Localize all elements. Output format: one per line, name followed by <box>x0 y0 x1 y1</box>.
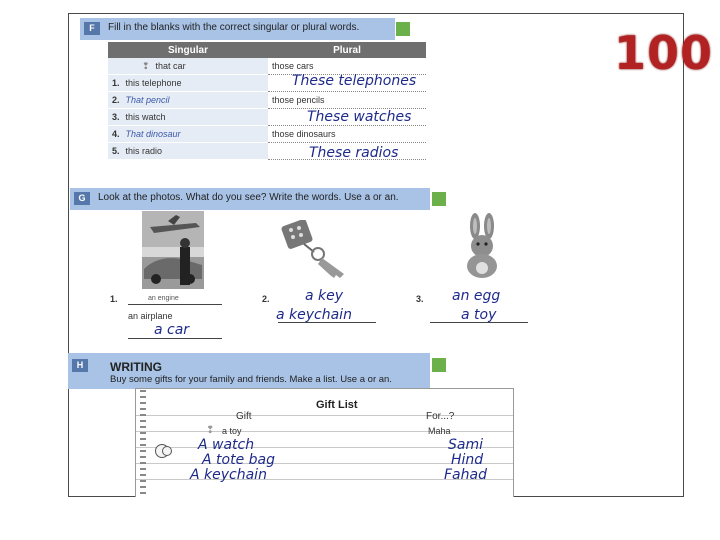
item-1-underline <box>128 304 222 305</box>
recipient-3: Fahad <box>444 467 487 483</box>
answer-key: a key <box>305 288 344 304</box>
answer-car: a car <box>154 322 190 338</box>
row-singular: this radio <box>125 146 163 156</box>
col-gift: Gift <box>236 411 252 422</box>
answer-keychain: a keychain <box>276 307 352 323</box>
example-pin-icon: ❢ <box>206 425 215 436</box>
gift-2: A tote bag <box>202 452 275 468</box>
row-singular: That pencil <box>125 95 170 105</box>
photo-toy-bunny <box>455 212 511 280</box>
col-plural: Plural <box>268 42 426 58</box>
row-plural: those dinosaurs <box>268 126 426 143</box>
row-plural: those pencils <box>268 92 426 109</box>
section-f-banner <box>80 18 395 40</box>
recipient-2: Hind <box>451 452 484 468</box>
section-f-marker <box>396 22 410 36</box>
example-gift: a toy <box>222 426 242 436</box>
row-number: 3. <box>112 112 120 122</box>
photo-airplane-car <box>142 211 204 289</box>
answer-watches: These watches <box>307 109 412 125</box>
row-number: 5. <box>112 146 120 156</box>
row-singular: this watch <box>125 112 166 122</box>
section-f-badge: F <box>84 22 100 35</box>
example-plural: those cars <box>268 58 426 75</box>
example-pin-icon: ❢ <box>142 60 150 71</box>
answer-toy: a toy <box>461 307 497 323</box>
item-1-line1: an engine <box>148 295 179 302</box>
section-h-title: WRITING <box>110 360 162 374</box>
section-g-badge: G <box>74 192 90 205</box>
section-h-marker <box>432 358 446 372</box>
table-row <box>108 92 426 109</box>
recipient-1: Sami <box>448 437 483 453</box>
gift-list-title: Gift List <box>316 399 358 411</box>
row-number: 1. <box>112 78 120 88</box>
section-g-banner <box>70 188 430 210</box>
item-2-number: 2. <box>262 294 270 304</box>
answer-radios: These radios <box>309 145 399 161</box>
item-1-line2: an airplane <box>128 311 173 321</box>
answer-egg: an egg <box>452 288 501 304</box>
example-for: Maha <box>428 426 451 436</box>
row-singular: this telephone <box>125 78 182 88</box>
score: 100 <box>614 26 714 80</box>
col-for: For...? <box>426 411 455 422</box>
section-f-instruction: Fill in the blanks with the correct singular or plural words. <box>108 22 360 33</box>
singular-plural-table <box>108 42 426 160</box>
row-number: 2. <box>112 95 120 105</box>
item-3-number: 3. <box>416 294 424 304</box>
answer-telephones: These telephones <box>292 73 417 89</box>
gift-1: A watch <box>198 437 255 453</box>
table-row <box>108 126 426 143</box>
notebook-hole-icon <box>162 446 172 456</box>
item-2-underline <box>278 322 376 323</box>
item-1-number: 1. <box>110 294 118 304</box>
section-g-instruction: Look at the photos. What do you see? Write the words. Use a or an. <box>98 192 399 203</box>
col-singular: Singular <box>108 42 268 58</box>
photo-keychain <box>278 220 350 282</box>
item-3-underline <box>430 322 528 323</box>
section-g-marker <box>432 192 446 206</box>
section-h-instruction: Buy some gifts for your family and friends. Make a list. Use a or an. <box>110 374 392 385</box>
example-singular: that car <box>155 60 186 71</box>
item-1-underline-2 <box>128 338 222 339</box>
section-h-badge: H <box>72 359 88 372</box>
notebook-spiral <box>140 390 146 496</box>
row-singular: That dinosaur <box>125 129 181 139</box>
gift-3: A keychain <box>190 467 267 483</box>
row-number: 4. <box>112 129 120 139</box>
